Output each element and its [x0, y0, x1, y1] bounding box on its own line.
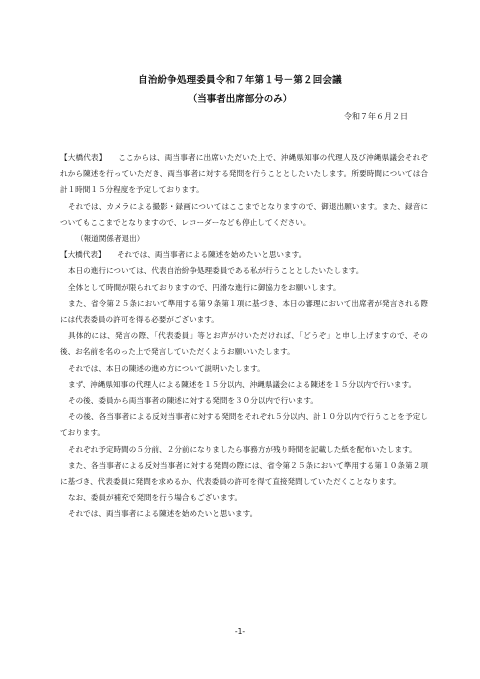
paragraph-chair-role: 本日の進行については、代表自治紛争処理委員である私が行うこととしたいたします。: [68, 266, 364, 276]
paragraph-supplementary-questions: なお、委員が補充で発問を行う場合もございます。: [68, 493, 243, 503]
page-number: -1-: [234, 627, 246, 636]
paragraph-statement-times: まず、沖縄県知事の代理人による陳述を１５分以内、沖縄県議会による陳述を１５分以内で行います。: [68, 379, 417, 389]
document-title: 自治紛争処理委員令和７年第１号－第２回会議: [138, 75, 342, 86]
paragraph-start-statements: 【大橋代表】 それでは、両当事者による陳述を始めたいと思います。: [60, 250, 307, 260]
paragraph-cooperation: 全体として時間が限られておりますので、円滑な進行に御協力をお願いします。: [68, 282, 341, 292]
paragraph-question-rules: また、各当事者による反対当事者に対する発問の際には、省令第２５条において準用する第１０条第２項に基づき、代表委員に発問を求めるか、代表委員の許可を得て直接発問していただくことなります。: [60, 460, 428, 487]
paragraph-time-notice: それぞれ予定時間の５分前、２分前になりましたら事務方が残り時間を記載した紙を配布いたします。: [68, 444, 417, 454]
document-body: [60, 150, 428, 523]
paragraph-recording-notice: それでは、カメラによる撮影・録画についてはここまでとなりますので、御退出願います。また、録音についてもここまでとなりますので、レコーダーなども停止してください。: [60, 201, 428, 227]
document-subtitle: （当事者出席部分のみ）: [187, 94, 293, 105]
paragraph-press-exit: （報道関係者退出）: [76, 234, 145, 244]
paragraph-speaking-procedure: 具体的には、発言の際、「代表委員」等とお声がけいただければ、「どうぞ」と申し上げますので、その後、お名前を名のった上で発言していただくようお願いいたします。: [60, 331, 428, 357]
document-date: 令和７年６月２日: [344, 112, 408, 121]
paragraph-cross-questions: その後、各当事者による反対当事者に対する発問をそれぞれ５分以内、計１０分以内で行うことを予定しております。: [60, 412, 428, 438]
paragraph-begin-statements: それでは、両当事者による陳述を始めたいと思います。: [68, 509, 258, 519]
paragraph-committee-questions: その後、委員から両当事者の陳述に対する発問を３０分以内で行います。: [68, 396, 318, 406]
paragraph-opening-remarks: 【大橋代表】 ここからは、両当事者に出席いただいた上で、沖縄県知事の代理人及び沖縄県議会それぞれから陳述を行っていただき、両当事者に対する発問を行うこととしたいたします。所要時間については合計１時間１５分程度を予定しております。: [60, 153, 428, 195]
paragraph-explain-procedure: それでは、本日の陳述の進め方について説明いたします。: [68, 363, 265, 373]
paragraph-permission-rule: また、省令第２５条において準用する第９条第１項に基づき、本日の審理において出席者が発言される際には代表委員の許可を得る必要がございます。: [60, 298, 428, 325]
